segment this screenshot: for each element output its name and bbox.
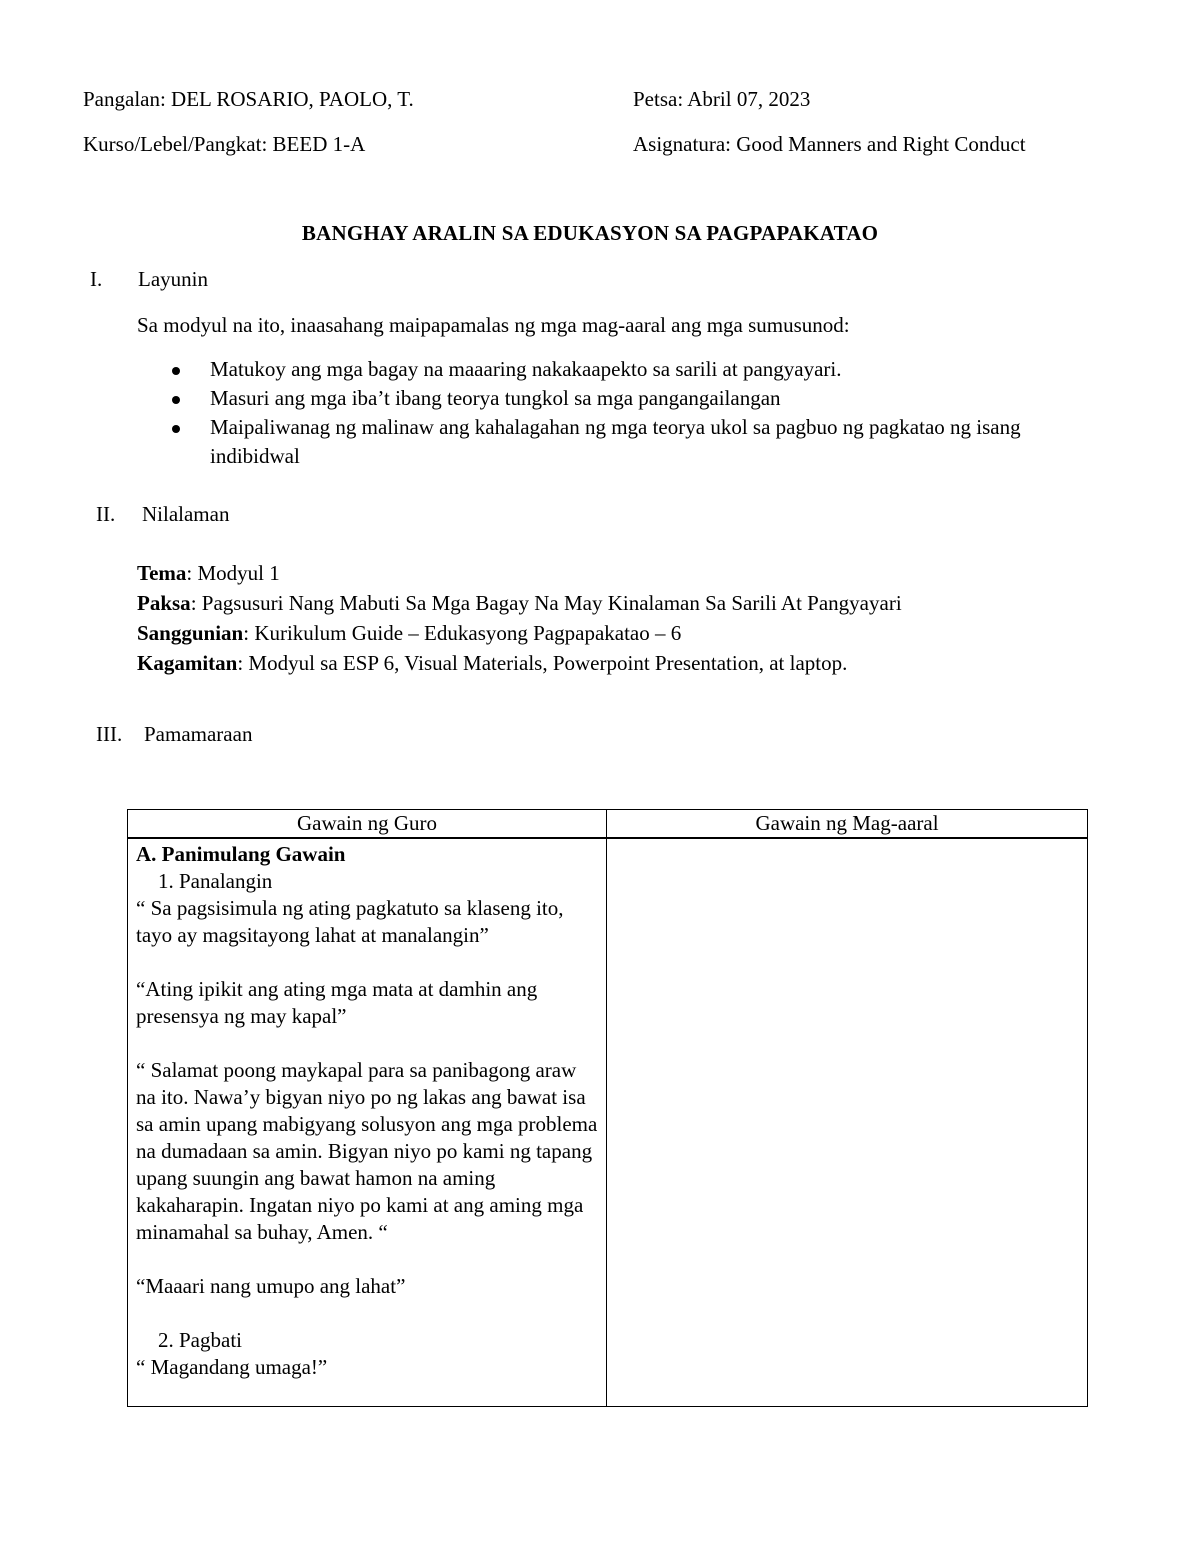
activity-item: 2. Pagbati (158, 1328, 242, 1352)
course-field: Kurso/Lebel/Pangkat: BEED 1-A (83, 132, 366, 156)
bullet-icon (172, 396, 180, 404)
teacher-quote: “Maaari nang umupo ang lahat” (136, 1274, 406, 1298)
paksa-line: Paksa: Pagsusuri Nang Mabuti Sa Mga Bagay Na May Kinalaman Sa Sarili At Pangyayari (137, 591, 902, 615)
lesson-table (127, 809, 1088, 1407)
objectives-list (172, 355, 1072, 471)
section-1-heading: Layunin (138, 267, 208, 291)
objectives-intro: Sa modyul na ito, inaasahang maipapamalas ng mga mag-aaral ang mga sumusunod: (137, 313, 850, 337)
prayer-text: “ Salamat poong maykapal para sa panibagong araw na ito. Nawa’y bigyan niyo po ng lakas ang bawat isa sa amin upang mabigyang solusyon ang mga problema na dumadaan sa amin. Bigyan niyo po kami ng tapang upang suungin ang bawat hamon na aming kakaharapin. Ingatan niyo po kami at ang aming mga minamahal sa buhay, Amen. “ (136, 1058, 598, 1244)
sanggunian-line: Sanggunian: Kurikulum Guide – Edukasyong Pagpapakatao – 6 (137, 621, 682, 645)
student-activity-cell (607, 838, 1088, 1407)
bullet-icon (172, 367, 180, 375)
activity-item: 1. Panalangin (158, 869, 273, 893)
teacher-quote: “Ating ipikit ang ating mga mata at damhin ang presensya ng may kapal” (136, 977, 538, 1028)
content-details (137, 558, 902, 678)
section-3-heading: Pamamaraan (144, 722, 253, 746)
name-field: Pangalan: DEL ROSARIO, PAOLO, T. (83, 87, 414, 111)
teacher-column-header: Gawain ng Guro (128, 810, 607, 839)
section-2-number: II. (96, 502, 116, 526)
student-column-header: Gawain ng Mag-aaral (607, 810, 1088, 839)
table-header-row (128, 810, 1088, 839)
date-field: Petsa: Abril 07, 2023 (633, 87, 811, 111)
section-3-number: III. (96, 722, 123, 746)
table-row (128, 838, 1088, 1407)
objective-item: Masuri ang mga iba’t ibang teorya tungkol sa mga pangangailangan (172, 384, 1072, 413)
document-title: BANGHAY ARALIN SA EDUKASYON SA PAGPAPAKATAO (301, 221, 879, 245)
tema-line: Tema: Modyul 1 (137, 561, 280, 585)
objective-item: Maipaliwanag ng malinaw ang kahalagahan ng mga teorya ukol sa pagbuo ng pagkatao ng isang indibidwal (172, 413, 1072, 471)
objective-item: Matukoy ang mga bagay na maaaring nakakaapekto sa sarili at pangyayari. (172, 355, 1072, 384)
subject-field: Asignatura: Good Manners and Right Conduct (633, 132, 1026, 156)
teacher-quote: “ Magandang umaga!” (136, 1355, 328, 1379)
bullet-icon (172, 425, 180, 433)
kagamitan-line: Kagamitan: Modyul sa ESP 6, Visual Materials, Powerpoint Presentation, at laptop. (137, 651, 848, 675)
section-1-number: I. (90, 267, 103, 291)
activity-heading: A. Panimulang Gawain (136, 842, 346, 866)
teacher-activity-cell (128, 838, 607, 1407)
teacher-quote: “ Sa pagsisimula ng ating pagkatuto sa klaseng ito, tayo ay magsitayong lahat at manalangin” (136, 896, 564, 947)
section-2-heading: Nilalaman (142, 502, 230, 526)
